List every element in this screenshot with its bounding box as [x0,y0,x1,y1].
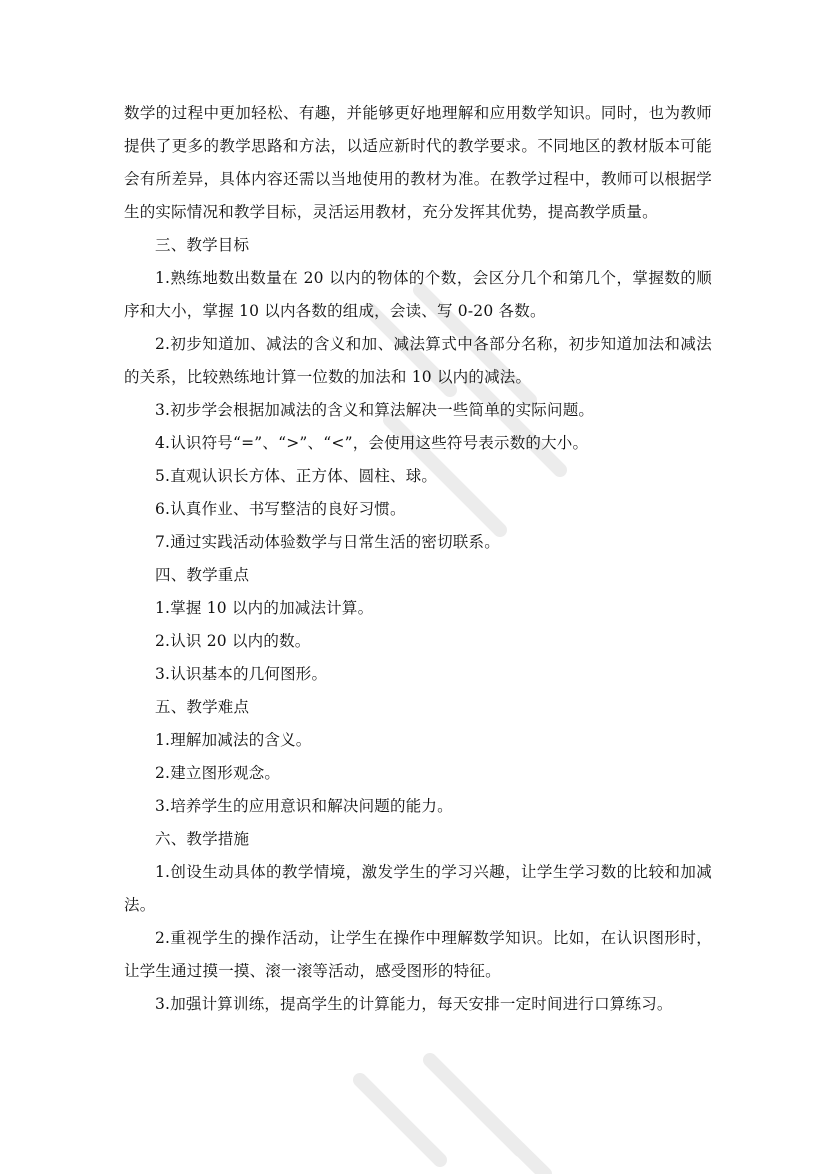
key-point-item: 2.认识 20 以内的数。 [155,632,311,650]
objective-item: 4.认识符号“=”、“>”、“<”，会使用这些符号表示数的大小。 [155,434,589,452]
difficulty-item: 1.理解加减法的含义。 [155,731,312,749]
objective-item: 6.认真作业、书写整洁的良好习惯。 [155,500,406,518]
measure-item: 3.加强计算训练，提高学生的计算能力，每天安排一定时间进行口算练习。 [155,995,673,1013]
objective-item: 2.初步知道加、减法的含义和加、减法算式中各部分名称，初步知道加法和减法的关系，比较熟练地计算一位数的加法和 10 以内的减法。 [124,335,712,386]
objective-item: 5.直观认识长方体、正方体、圆柱、球。 [155,467,438,485]
difficulty-item: 2.建立图形观念。 [155,764,281,782]
section-heading-key-points: 四、教学重点 [155,566,250,584]
section-heading-measures: 六、教学措施 [155,830,250,848]
objective-item: 3.初步学会根据加减法的含义和算法解决一些简单的实际问题。 [155,401,595,419]
difficulty-item: 3.培养学生的应用意识和解决问题的能力。 [155,797,453,815]
objective-item: 1.熟练地数出数量在 20 以内的物体的个数，会区分几个和第几个，掌握数的顺序和大小，掌握 10 以内各数的组成，会读、写 0-20 各数。 [124,269,712,320]
section-heading-objectives: 三、教学目标 [155,236,250,254]
key-point-item: 3.认识基本的几何图形。 [155,665,328,683]
watermark-bottom-icon [330,1040,560,1174]
section-heading-difficulties: 五、教学难点 [155,698,250,716]
objective-item: 7.通过实践活动体验数学与日常生活的密切联系。 [155,533,500,551]
intro-paragraph: 数学的过程中更加轻松、有趣，并能够更好地理解和应用数学知识。同时，也为教师提供了更多的教学思路和方法，以适应新时代的教学要求。不同地区的教材版本可能会有所差异，具体内容还需以当地使用的教材为准。在教学过程中，教师可以根据学生的实际情况和教学目标，灵活运用教材，充分发挥其优势，提高教学质量。 [124,104,712,221]
measure-item: 2.重视学生的操作活动，让学生在操作中理解数学知识。比如，在认识图形时，让学生通过摸一摸、滚一滚等活动，感受图形的特征。 [124,929,712,980]
measure-item: 1.创设生动具体的教学情境，激发学生的学习兴趣，让学生学习数的比较和加减法。 [124,863,712,914]
key-point-item: 1.掌握 10 以内的加减法计算。 [155,599,374,617]
document-body [124,97,712,1021]
